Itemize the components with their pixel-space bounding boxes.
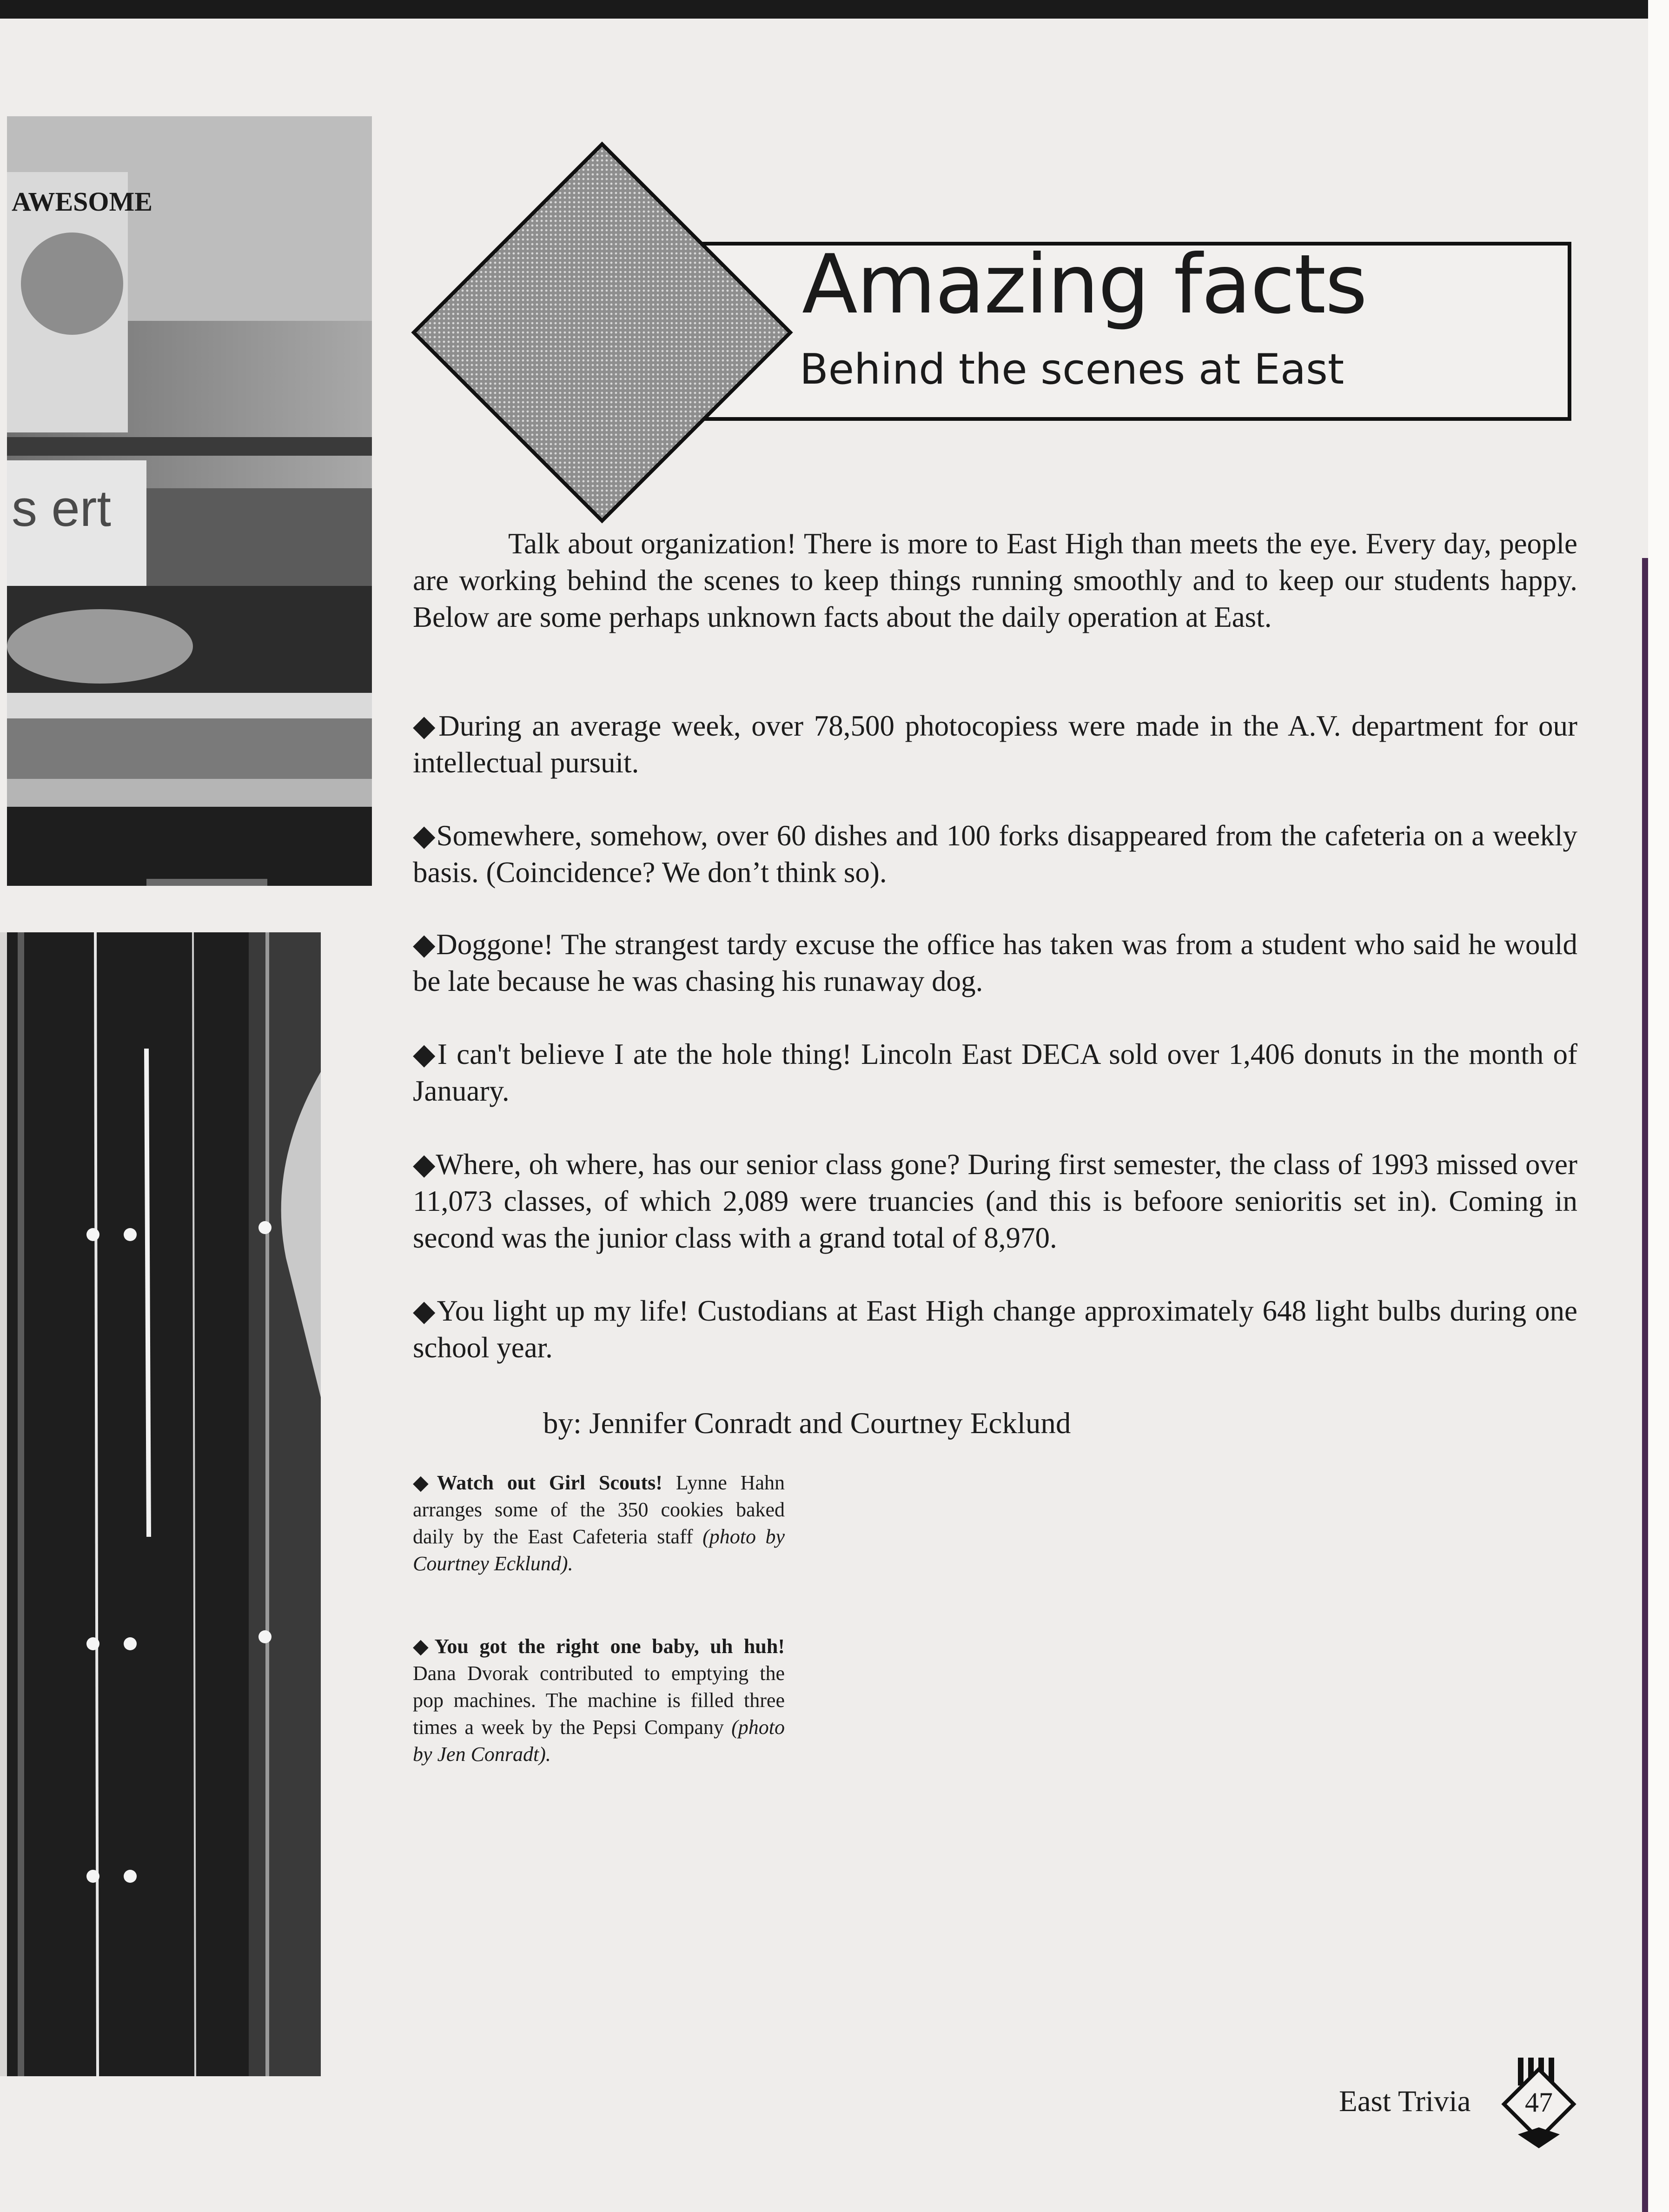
top-rule (0, 0, 1648, 19)
fact-paragraph: ◆You light up my life! Custodians at East High change approximately 648 light bulbs during one school year. (413, 1295, 1577, 1364)
byline: by: Jennifer Conradt and Courtney Ecklund (543, 1407, 1071, 1440)
photo-strip (0, 932, 7, 2076)
pop-machine-photo (7, 932, 321, 2076)
fact-paragraph: ◆Where, oh where, has our senior class gone? During first semester, the class of 1993 missed over 11,073 classes, of which 2,089 were truancies (and this is befoore senioritis set in). Coming in second was the junior class with a grand total of 8,970. (413, 1148, 1577, 1254)
photo-credit: (photo by Courtney Ecklund). (413, 1525, 785, 1575)
page-title: Amazing facts (802, 238, 1367, 332)
diamond-ornament-icon (409, 139, 795, 525)
fact-paragraph: ◆During an average week, over 78,500 photocopiess were made in the A.V. department for our intellectual pursuit. (413, 710, 1577, 779)
cafeteria-photo (7, 116, 372, 886)
page-edge (1648, 0, 1669, 2212)
caption-lead: ◆Watch out Girl Scouts! (413, 1471, 662, 1494)
box-label: AWESOME (12, 186, 152, 217)
fact-paragraph: ◆Doggone! The strangest tardy excuse the office has taken was from a student who said he would be late because he was chasing his runaway dog. (413, 928, 1577, 997)
caption-text: Dana Dvorak contributed to emptying the pop machines. The machine is filled three times a week by the Pepsi Company (413, 1662, 785, 1739)
section-label: East Trivia (1339, 2085, 1471, 2118)
caption-lead: ◆You got the right one baby, uh huh! (413, 1635, 785, 1658)
photo-credit: (photo by Jen Conradt). (413, 1716, 785, 1766)
edge-stripe (1642, 558, 1648, 2212)
caption-text: Lynne Hahn arranges some of the 350 cookies baked daily by the East Cafeteria staff (413, 1471, 785, 1548)
photo-caption (413, 1469, 785, 1577)
fact-paragraph: ◆Somewhere, somehow, over 60 dishes and 100 forks disappeared from the cafeteria on a weekly basis. (Coincidence? We don’t think so). (413, 819, 1577, 889)
page-subtitle: Behind the scenes at East (800, 345, 1344, 394)
fact-paragraph: ◆I can't believe I ate the hole thing! Lincoln East DECA sold over 1,406 donuts in the month of January. (413, 1038, 1577, 1107)
intro-paragraph: Talk about organization! There is more to East High than meets the eye. Every day, people are working behind the scenes to keep things running smoothly and to keep our students happy. Below are some perhaps unknown facts about the daily operation at East. (413, 527, 1577, 633)
sign-text: s ert (12, 480, 111, 537)
photo-caption (413, 1633, 785, 1768)
page-number: 47 (1525, 2087, 1553, 2118)
